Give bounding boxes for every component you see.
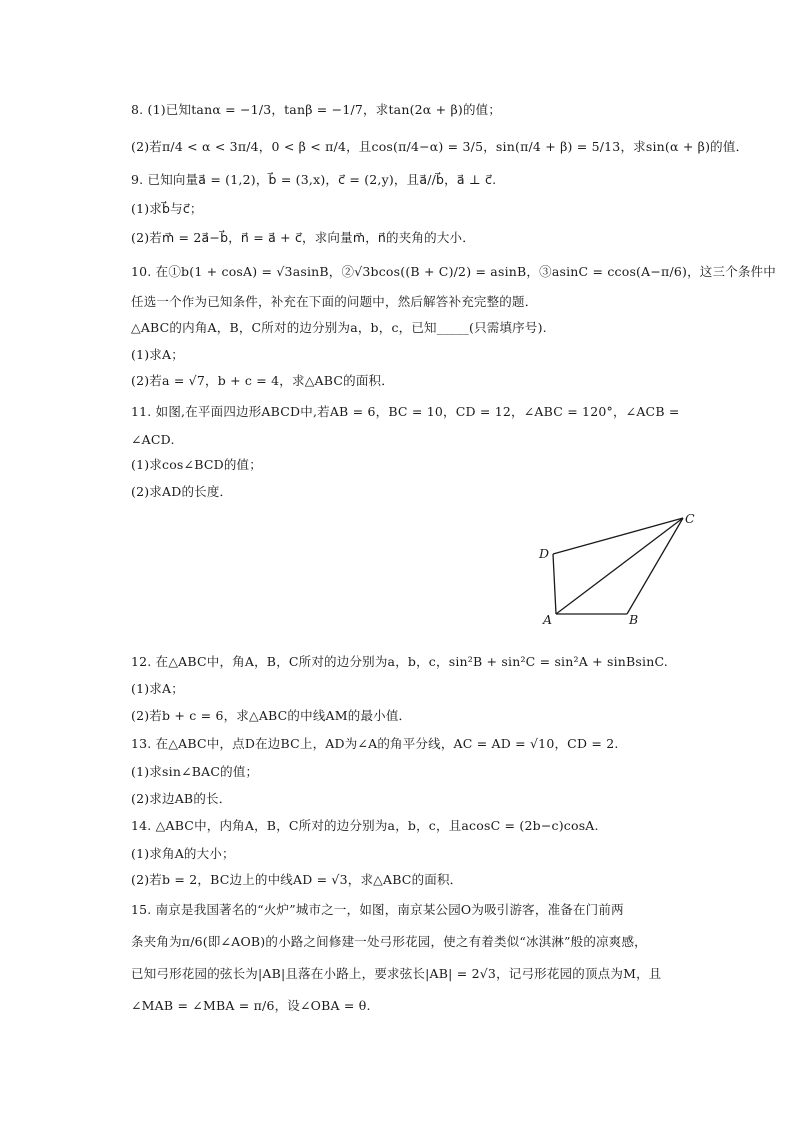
vertex-label-b: B: [629, 612, 639, 627]
problem-15-line-2: 条夹角为π/6(即∠AOB)的小路之间修建一处弓形花园，使之有着类似“冰淇淋”般的凉爽感，: [131, 934, 647, 949]
quadrilateral-abcd-diagram: [528, 508, 708, 630]
vertex-label-a: A: [543, 612, 553, 627]
problem-8-line-1: 8. (1)已知tanα = −1/3，tanβ = −1/7，求tan(2α + β)的值；: [131, 102, 502, 117]
problem-9-line-1: 9. 已知向量a⃗ = (1,2)，b⃗ = (3,x)，c⃗ = (2,y)，且a⃗//b⃗，a⃗ ⊥ c⃗.: [131, 172, 497, 187]
segment-bc: [627, 518, 683, 614]
segment-cd: [553, 518, 683, 554]
problem-10-line-3: △ABC的内角A，B，C所对的边分别为a，b，c，已知_____(只需填序号).: [131, 320, 547, 335]
problem-14-line-3: (2)若b = 2，BC边上的中线AD = √3，求△ABC的面积．: [131, 872, 463, 887]
problem-12-line-2: (1)求A；: [131, 681, 184, 696]
problem-10-line-1: 10. 在①b(1 + cosA) = √3asinB，②√3bcos((B + C)/2) = asinB，③asinC = ccos(A−π/6)，这三个条件中: [131, 264, 776, 279]
problem-15-line-3: 已知弓形花园的弦长为|AB|且落在小路上，要求弦长|AB| = 2√3，记弓形花园的顶点为M，且: [131, 966, 662, 981]
problem-15-line-4: ∠MAB = ∠MBA = π/6，设∠OBA = θ.: [131, 998, 371, 1013]
problem-12-line-3: (2)若b + c = 6，求△ABC的中线AM的最小值．: [131, 708, 412, 723]
problem-14-line-1: 14. △ABC中，内角A，B，C所对的边分别为a，b，c，且acosC = (2b−c)cosA.: [131, 818, 599, 833]
problem-10-line-4: (1)求A；: [131, 347, 184, 362]
problem-11-line-3: (1)求cos∠BCD的值；: [131, 457, 262, 472]
diagonal-ac: [556, 518, 683, 614]
problem-9-line-2: (1)求b⃗与c⃗；: [131, 201, 203, 216]
problem-14-line-2: (1)求角A的大小；: [131, 846, 235, 861]
problem-13-line-1: 13. 在△ABC中，点D在边BC上，AD为∠A的角平分线，AC = AD = √10，CD = 2.: [131, 736, 619, 751]
problem-13-line-2: (1)求sin∠BAC的值；: [131, 764, 259, 779]
problem-12-line-1: 12. 在△ABC中，角A，B，C所对的边分别为a，b，c，sin²B + sin²C = sin²A + sinBsinC.: [131, 654, 668, 669]
problem-11-line-2: ∠ACD.: [131, 432, 175, 447]
problem-13-line-3: (2)求边AB的长．: [131, 791, 232, 806]
problem-10-line-2: 任选一个作为已知条件，补充在下面的问题中，然后解答补充完整的题．: [131, 294, 538, 309]
problem-11-line-1: 11. 如图,在平面四边形ABCD中,若AB = 6，BC = 10，CD = 12，∠ABC = 120°，∠ACB =: [131, 404, 680, 419]
problem-11-line-4: (2)求AD的长度．: [131, 484, 233, 499]
problem-10-line-5: (2)若a = √7，b + c = 4，求△ABC的面积．: [131, 373, 394, 388]
vertex-label-c: C: [685, 511, 695, 526]
problem-9-line-3: (2)若m⃗ = 2a⃗−b⃗，n⃗ = a⃗ + c⃗，求向量m⃗，n⃗的夹角的大小．: [131, 230, 475, 245]
vertex-label-d: D: [539, 546, 550, 561]
quadrilateral-abcd-figure: [528, 508, 708, 630]
problem-15-line-1: 15. 南京是我国著名的“火炉”城市之一，如图，南京某公园O为吸引游客，准备在门前两: [131, 902, 624, 917]
problem-8-line-2: (2)若π/4 < α < 3π/4，0 < β < π/4，且cos(π/4−α) = 3/5，sin(π/4 + β) = 5/13，求sin(α + β)的值．: [131, 139, 749, 154]
segment-da: [553, 554, 556, 614]
